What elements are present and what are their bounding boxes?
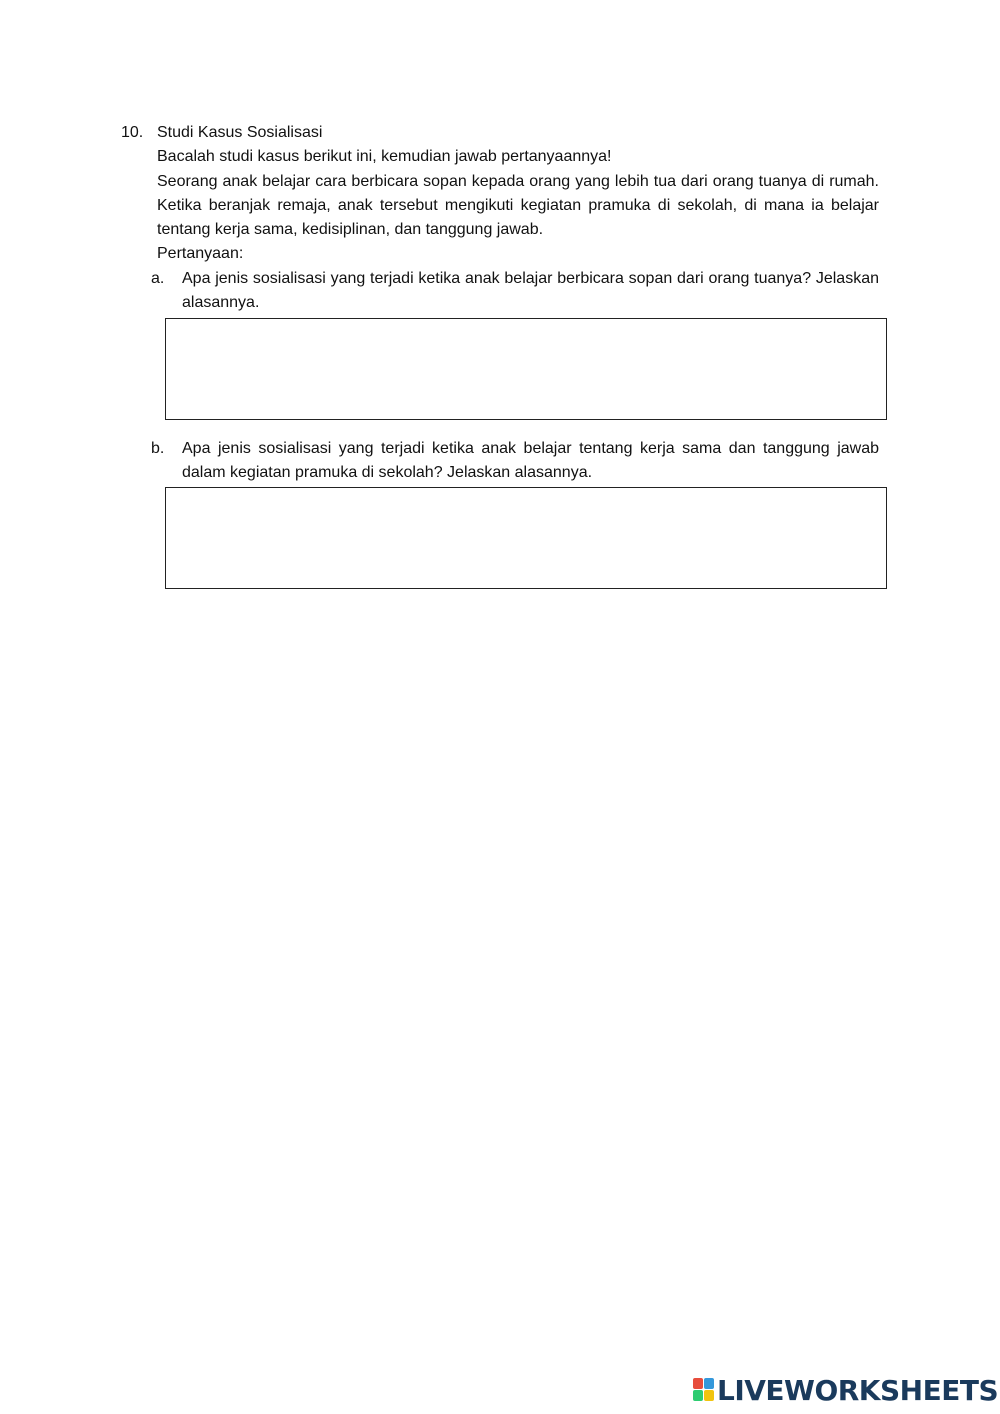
question-title: Studi Kasus Sosialisasi	[157, 124, 323, 141]
question-instruction: Bacalah studi kasus berikut ini, kemudian jawab pertanyaannya!	[157, 148, 612, 166]
sub-question-letter: b.	[151, 440, 165, 457]
answer-box-b[interactable]	[165, 487, 887, 589]
liveworksheets-logo	[693, 1375, 998, 1405]
answer-box-a[interactable]	[165, 318, 887, 420]
question-body	[157, 121, 879, 267]
logo-text: LIVEWORKSHEETS	[717, 1373, 999, 1407]
liveworksheets-icon	[693, 1378, 715, 1402]
questions-label: Pertanyaan:	[157, 245, 244, 263]
question-number: 10.	[121, 124, 144, 141]
sub-question-text: Apa jenis sosialisasi yang terjadi ketika anak belajar berbicara sopan dari orang tuanya? Jelaskan alasannya.	[182, 270, 879, 312]
case-study-text: Seorang anak belajar cara berbicara sopan kepada orang yang lebih tua dari orang tuanya di rumah. Ketika beranjak remaja, anak tersebut mengikuti kegiatan pramuka di sekolah, di mana ia belajar tentang kerja sama, kedisiplinan, dan tanggung jawab.	[157, 172, 879, 239]
sub-question-text: Apa jenis sosialisasi yang terjadi ketika anak belajar tentang kerja sama dan tanggung jawab dalam kegiatan pramuka di sekolah? Jelaskan alasannya.	[182, 440, 879, 482]
sub-question-letter: a.	[151, 270, 165, 287]
